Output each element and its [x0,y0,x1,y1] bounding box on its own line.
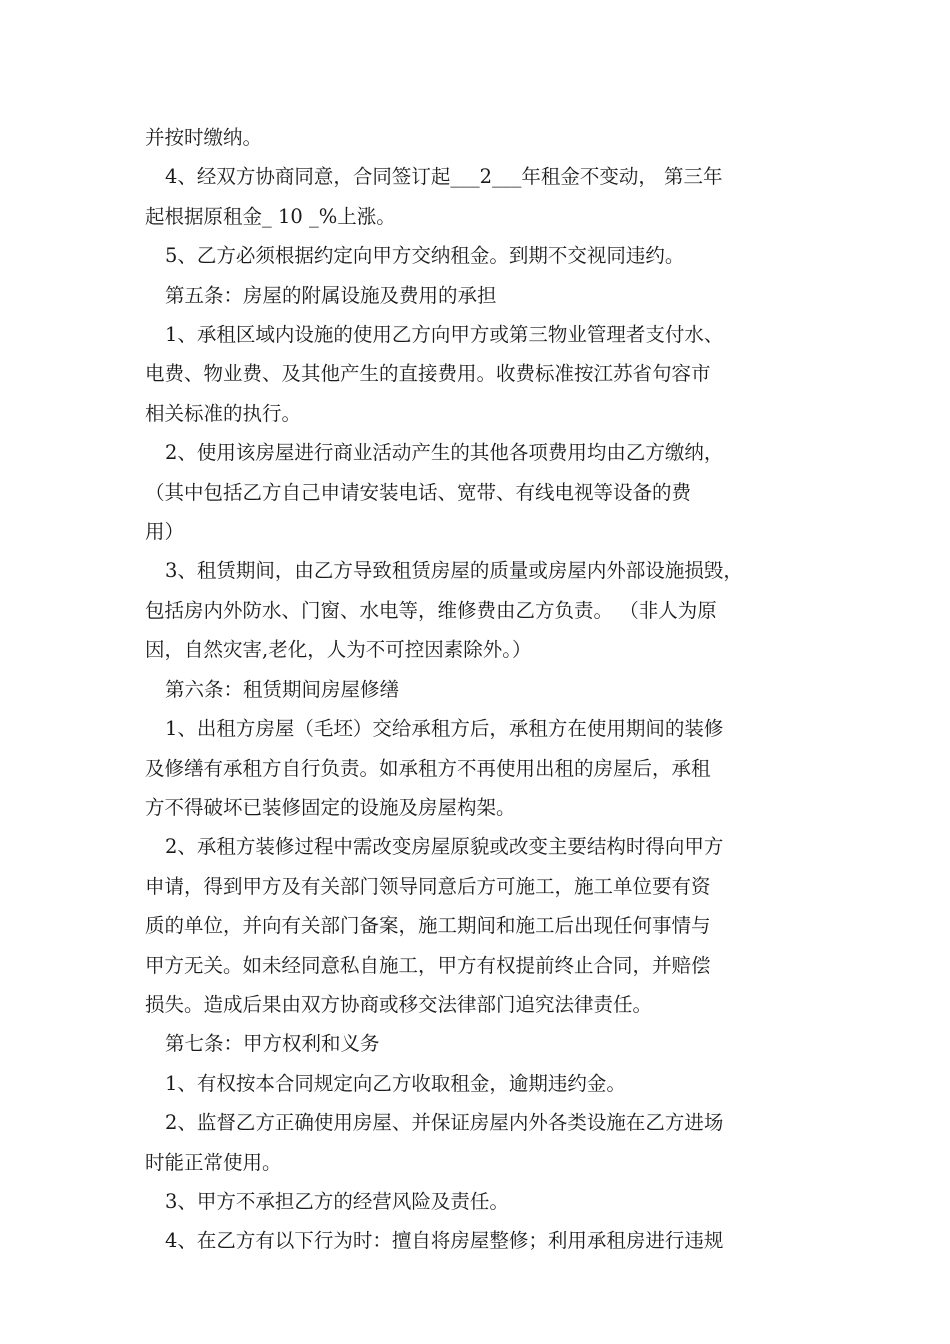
line-1: 4、经双方协商同意，合同签订起___2___年租金不变动， 第三年 [165,165,723,189]
line-20: 质的单位，并向有关部门备案，施工期间和施工后出现任何事情与 [145,914,711,938]
line-18: 2、承租方装修过程中需改变房屋原貌或改变主要结构时得向甲方 [165,835,724,859]
line-9: （其中包括乙方自己申请安装电话、宽带、有线电视等设备的费 [145,480,692,504]
line-3: 5、乙方必须根据约定向甲方交纳租金。到期不交视同违约。 [165,244,685,268]
contract-body [145,118,815,1261]
line-0: 并按时缴纳。 [145,126,263,149]
line-24: 1、有权按本合同规定向乙方收取租金，逾期违约金。 [165,1071,626,1095]
line-19: 申请，得到甲方及有关部门领导同意后方可施工，施工单位要有资 [145,874,711,898]
line-11: 3、租赁期间，由乙方导致租赁房屋的质量或房屋内外部设施损毁， [165,559,743,583]
section-heading-7: 第七条：甲方权利和义务 [165,1032,380,1056]
line-6: 电费、物业费、及其他产生的直接费用。收费标准按江苏省句容市 [145,362,711,386]
line-15: 1、出租方房屋（毛坯）交给承租方后，承租方在使用期间的装修 [165,717,724,741]
line-5: 1、承租区域内设施的使用乙方向甲方或第三物业管理者支付水、 [165,323,724,347]
line-13: 因，自然灾害,老化，人为不可控因素除外。） [145,638,532,662]
line-21: 甲方无关。如未经同意私自施工，甲方有权提前终止合同，并赔偿 [145,953,711,977]
line-27: 3、甲方不承担乙方的经营风险及责任。 [165,1189,509,1213]
line-22: 损失。造成后果由双方协商或移交法律部门追究法律责任。 [145,992,653,1016]
line-2: 起根据原租金_ 10 _%上涨。 [145,204,396,228]
section-heading-5: 第五条：房屋的附属设施及费用的承担 [165,283,497,307]
line-25: 2、监督乙方正确使用房屋、并保证房屋内外各类设施在乙方进场 [165,1111,724,1135]
section-heading-6: 第六条：租赁期间房屋修缮 [165,677,400,701]
line-17: 方不得破坏已装修固定的设施及房屋构架。 [145,795,516,819]
line-7: 相关标准的执行。 [145,401,302,425]
line-28: 4、在乙方有以下行为时：擅自将房屋整修；利用承租房进行违规 [165,1229,724,1253]
line-12: 包括房内外防水、门窗、水电等，维修费由乙方负责。 （非人为原 [145,598,717,622]
line-10: 用） [145,520,185,544]
line-26: 时能正常使用。 [145,1150,282,1174]
line-16: 及修缮有承租方自行负责。如承租方不再使用出租的房屋后，承租 [145,756,711,780]
line-8: 2、使用该房屋进行商业活动产生的其他各项费用均由乙方缴纳， [165,441,724,465]
